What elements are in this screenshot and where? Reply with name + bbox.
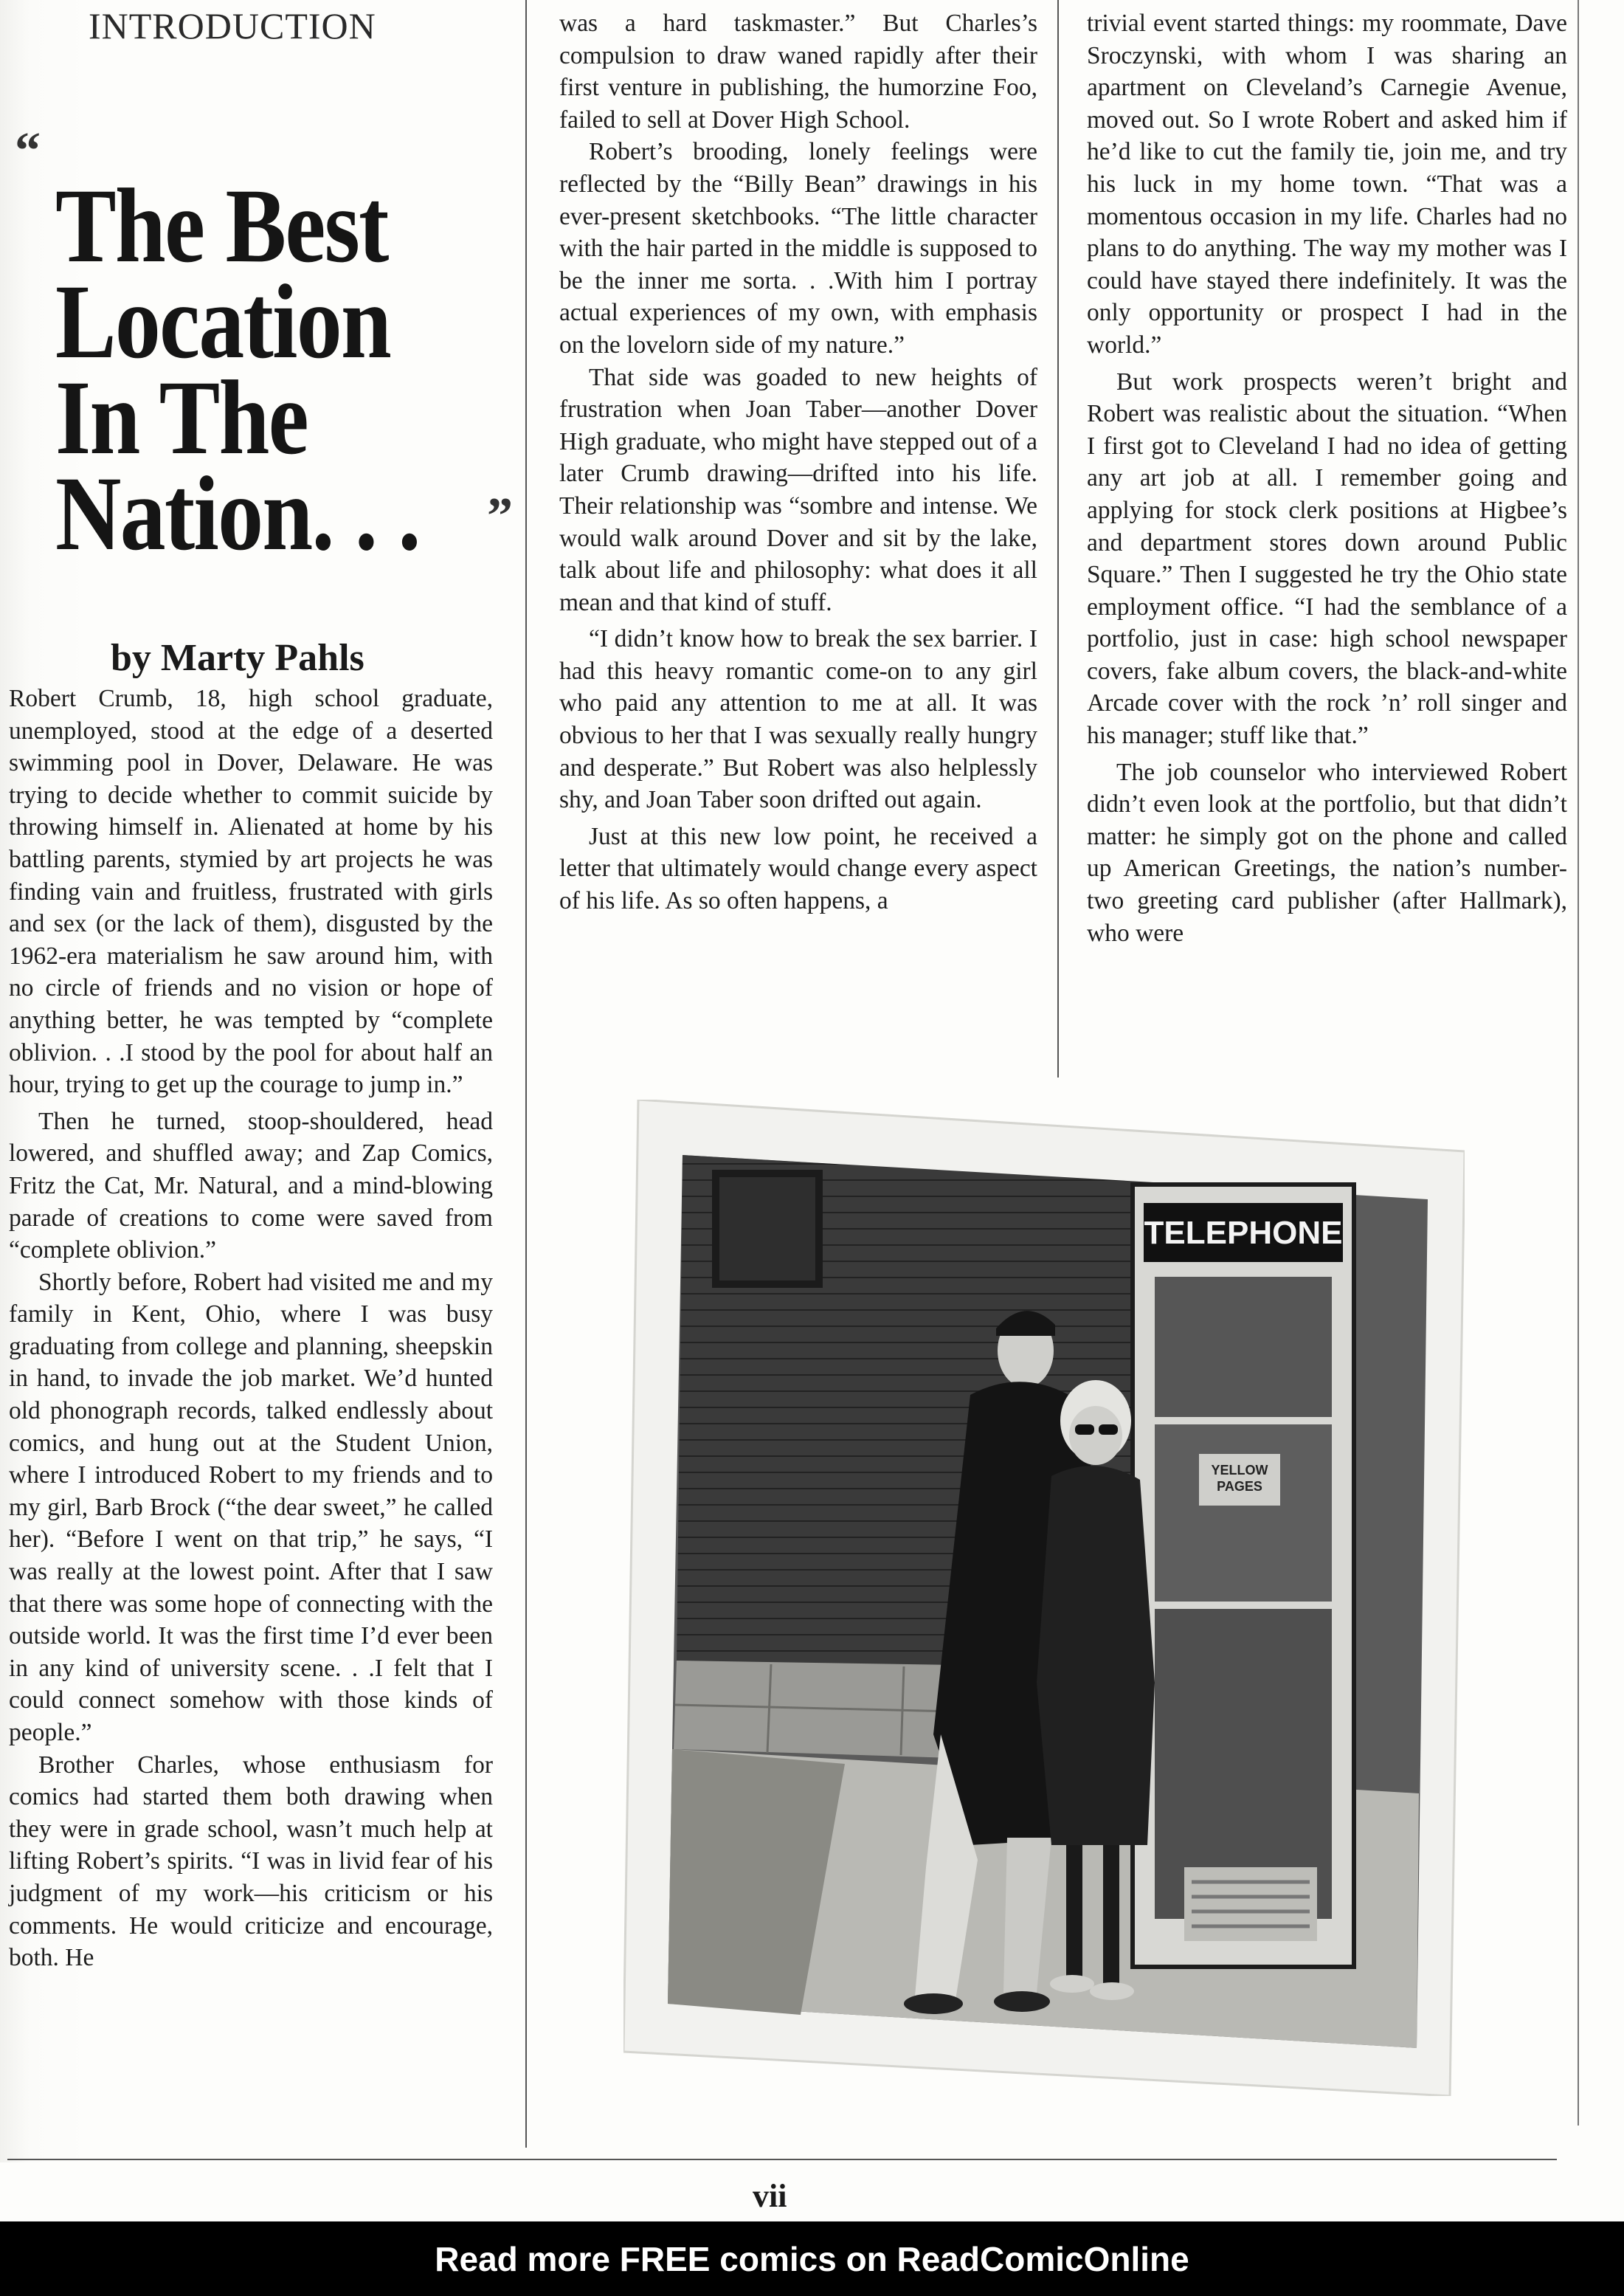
paragraph: Robert Crumb, 18, high school graduate, unemployed, stood at the edge of a deserted swimming pool in Dover, Delaware. He was trying to decide whether to commit suicide by throwing himself in. Alienated at home by his battling parents, stymied by art projects he was finding vain and fruitless, frustrated with girls and sex (or the lack of them), disgusted by the 1962-era materialism he saw around him, with no circle of friends and no vision or hope of anything better, he was tempted by “complete oblivion. . .I stood by the pool for about half an hour, trying to get up the courage to jump in.” bbox=[9, 685, 493, 1099]
booth-sign-text: TELEPHONE bbox=[1144, 1215, 1343, 1251]
photograph bbox=[623, 1100, 1465, 2096]
directory-text-line-2: PAGES bbox=[1217, 1479, 1262, 1494]
photograph-image bbox=[623, 1100, 1465, 2096]
footer-rule bbox=[7, 2159, 1557, 2160]
article-column-1 bbox=[9, 683, 493, 1974]
paragraph: Shortly before, Robert had visited me and my family in Kent, Ohio, where I was busy graduating from college and planning, sheepskin in hand, to invade the job market. We’d hunted old phonograph records, talked endlessly about comics, and hung out at the Student Union, where I introduced Robert to my friends and to my girl, Barb Brock (“the dear sweet,” he called her). “Before I went on that trip,” he says, “I was really at the lowest point. After that I saw that there was some hope of connecting with the outside world. It was the first time I’d ever been in any kind of university scene. . .I felt that I could connect somehow with those kinds of people.” bbox=[9, 1268, 493, 1746]
page-number: vii bbox=[753, 2178, 787, 2214]
title-line-4: Nation. . . bbox=[55, 455, 420, 573]
article-column-3 bbox=[1087, 7, 1567, 949]
title-line-3: In The bbox=[55, 359, 308, 477]
promo-banner-text: Read more FREE comics on ReadComicOnline bbox=[435, 2239, 1189, 2278]
section-label: INTRODUCTION bbox=[89, 5, 376, 46]
column-divider bbox=[525, 0, 527, 2148]
paragraph: But work prospects weren’t bright and Robert was realistic about the situation. “When I first got to Cleveland I had no idea of getting any art job at all. I remember going and applying for stock clerk positions at Higbee’s and department stores down around Public Square.” Then I suggested he try the Ohio state employment office. “I had the semblance of a portfolio, just in case: high school newspaper covers, fake album covers, the black-and-white Arcade cover with the rock ’n’ roll singer and his manager; stuff like that.” bbox=[1087, 368, 1567, 750]
paragraph: Then he turned, stoop-shouldered, head lowered, and shuffled away; and Zap Comics, Fritz the Cat, Mr. Natural, and a mind-blowing parade of creations to come were saved from “complete oblivion.” bbox=[9, 1107, 493, 1264]
paragraph: That side was goaded to new heights of frustration when Joan Taber—another Dover High graduate, who might have stepped out of a later Crumb drawing—drifted into his life. Their relationship was “sombre and intense. We would walk around Dover and sit by the lake, talk about life and philosophy: what does it all mean and that kind of stuff. bbox=[559, 363, 1037, 616]
paragraph: Just at this new low point, he received a letter that ultimately would change every aspect of his life. As so often happens, a bbox=[559, 822, 1037, 915]
directory-text-line-1: YELLOW bbox=[1211, 1463, 1268, 1478]
byline: by Marty Pahls bbox=[111, 637, 364, 679]
paragraph: The job counselor who interviewed Robert didn’t even look at the portfolio, but that didn’t matter: he simply got on the phone and called up American Greetings, the nation’s number-two greeting card publisher (after Hallmark), who were bbox=[1087, 758, 1567, 947]
paragraph: trivial event started things: my roommate, Dave Sroczynski, with whom I was sharing an apartment on Cleveland’s Carnegie Avenue, moved out. So I wrote Robert and asked him if he’d like to cut the family tie, join me, and try his luck in my home town. “That was a momentous occasion in my life. Charles had no plans to do anything. The way my mother was I could have stayed there indefinitely. It was the only opportunity or prospect I had in the world.” bbox=[1087, 10, 1567, 359]
paragraph: Robert’s brooding, lonely feelings were reflected by the “Billy Bean” drawings in his ever-present sketchbooks. “The little character with the hair parted in the middle is supposed to be the inner me sorta. . .With him I portray actual experiences of my own, with emphasis on the lovelorn side of my nature.” bbox=[559, 138, 1037, 359]
title-line-1: The Best bbox=[55, 168, 388, 285]
article-column-2 bbox=[559, 7, 1037, 917]
paragraph: “I didn’t know how to break the sex barrier. I had this heavy romantic come-on to any girl who paid any attention to me at all. It was obvious to her that I was sexually really hungry and desperate.” But Robert was also helplessly shy, and Joan Taber soon drifted out again. bbox=[559, 625, 1037, 814]
title-open-quote: “ bbox=[15, 123, 41, 179]
paragraph: Brother Charles, whose enthusiasm for comics had started them both drawing when they were in grade school, wasn’t much help at lifting Robert’s spirits. “I was in livid fear of his judgment of my work—his criticism or his comments. He would criticize and encourage, both. He bbox=[9, 1751, 493, 1972]
column-divider bbox=[1057, 0, 1059, 1078]
promo-banner[interactable] bbox=[0, 2221, 1624, 2296]
paragraph: was a hard taskmaster.” But Charles’s compulsion to draw waned rapidly after their first venture in publishing, the humorzine Foo, failed to sell at Dover High School. bbox=[559, 10, 1037, 134]
title-close-quote: ” bbox=[487, 488, 513, 545]
page-edge-rule bbox=[1578, 0, 1579, 2126]
title-line-2: Location bbox=[55, 263, 391, 381]
